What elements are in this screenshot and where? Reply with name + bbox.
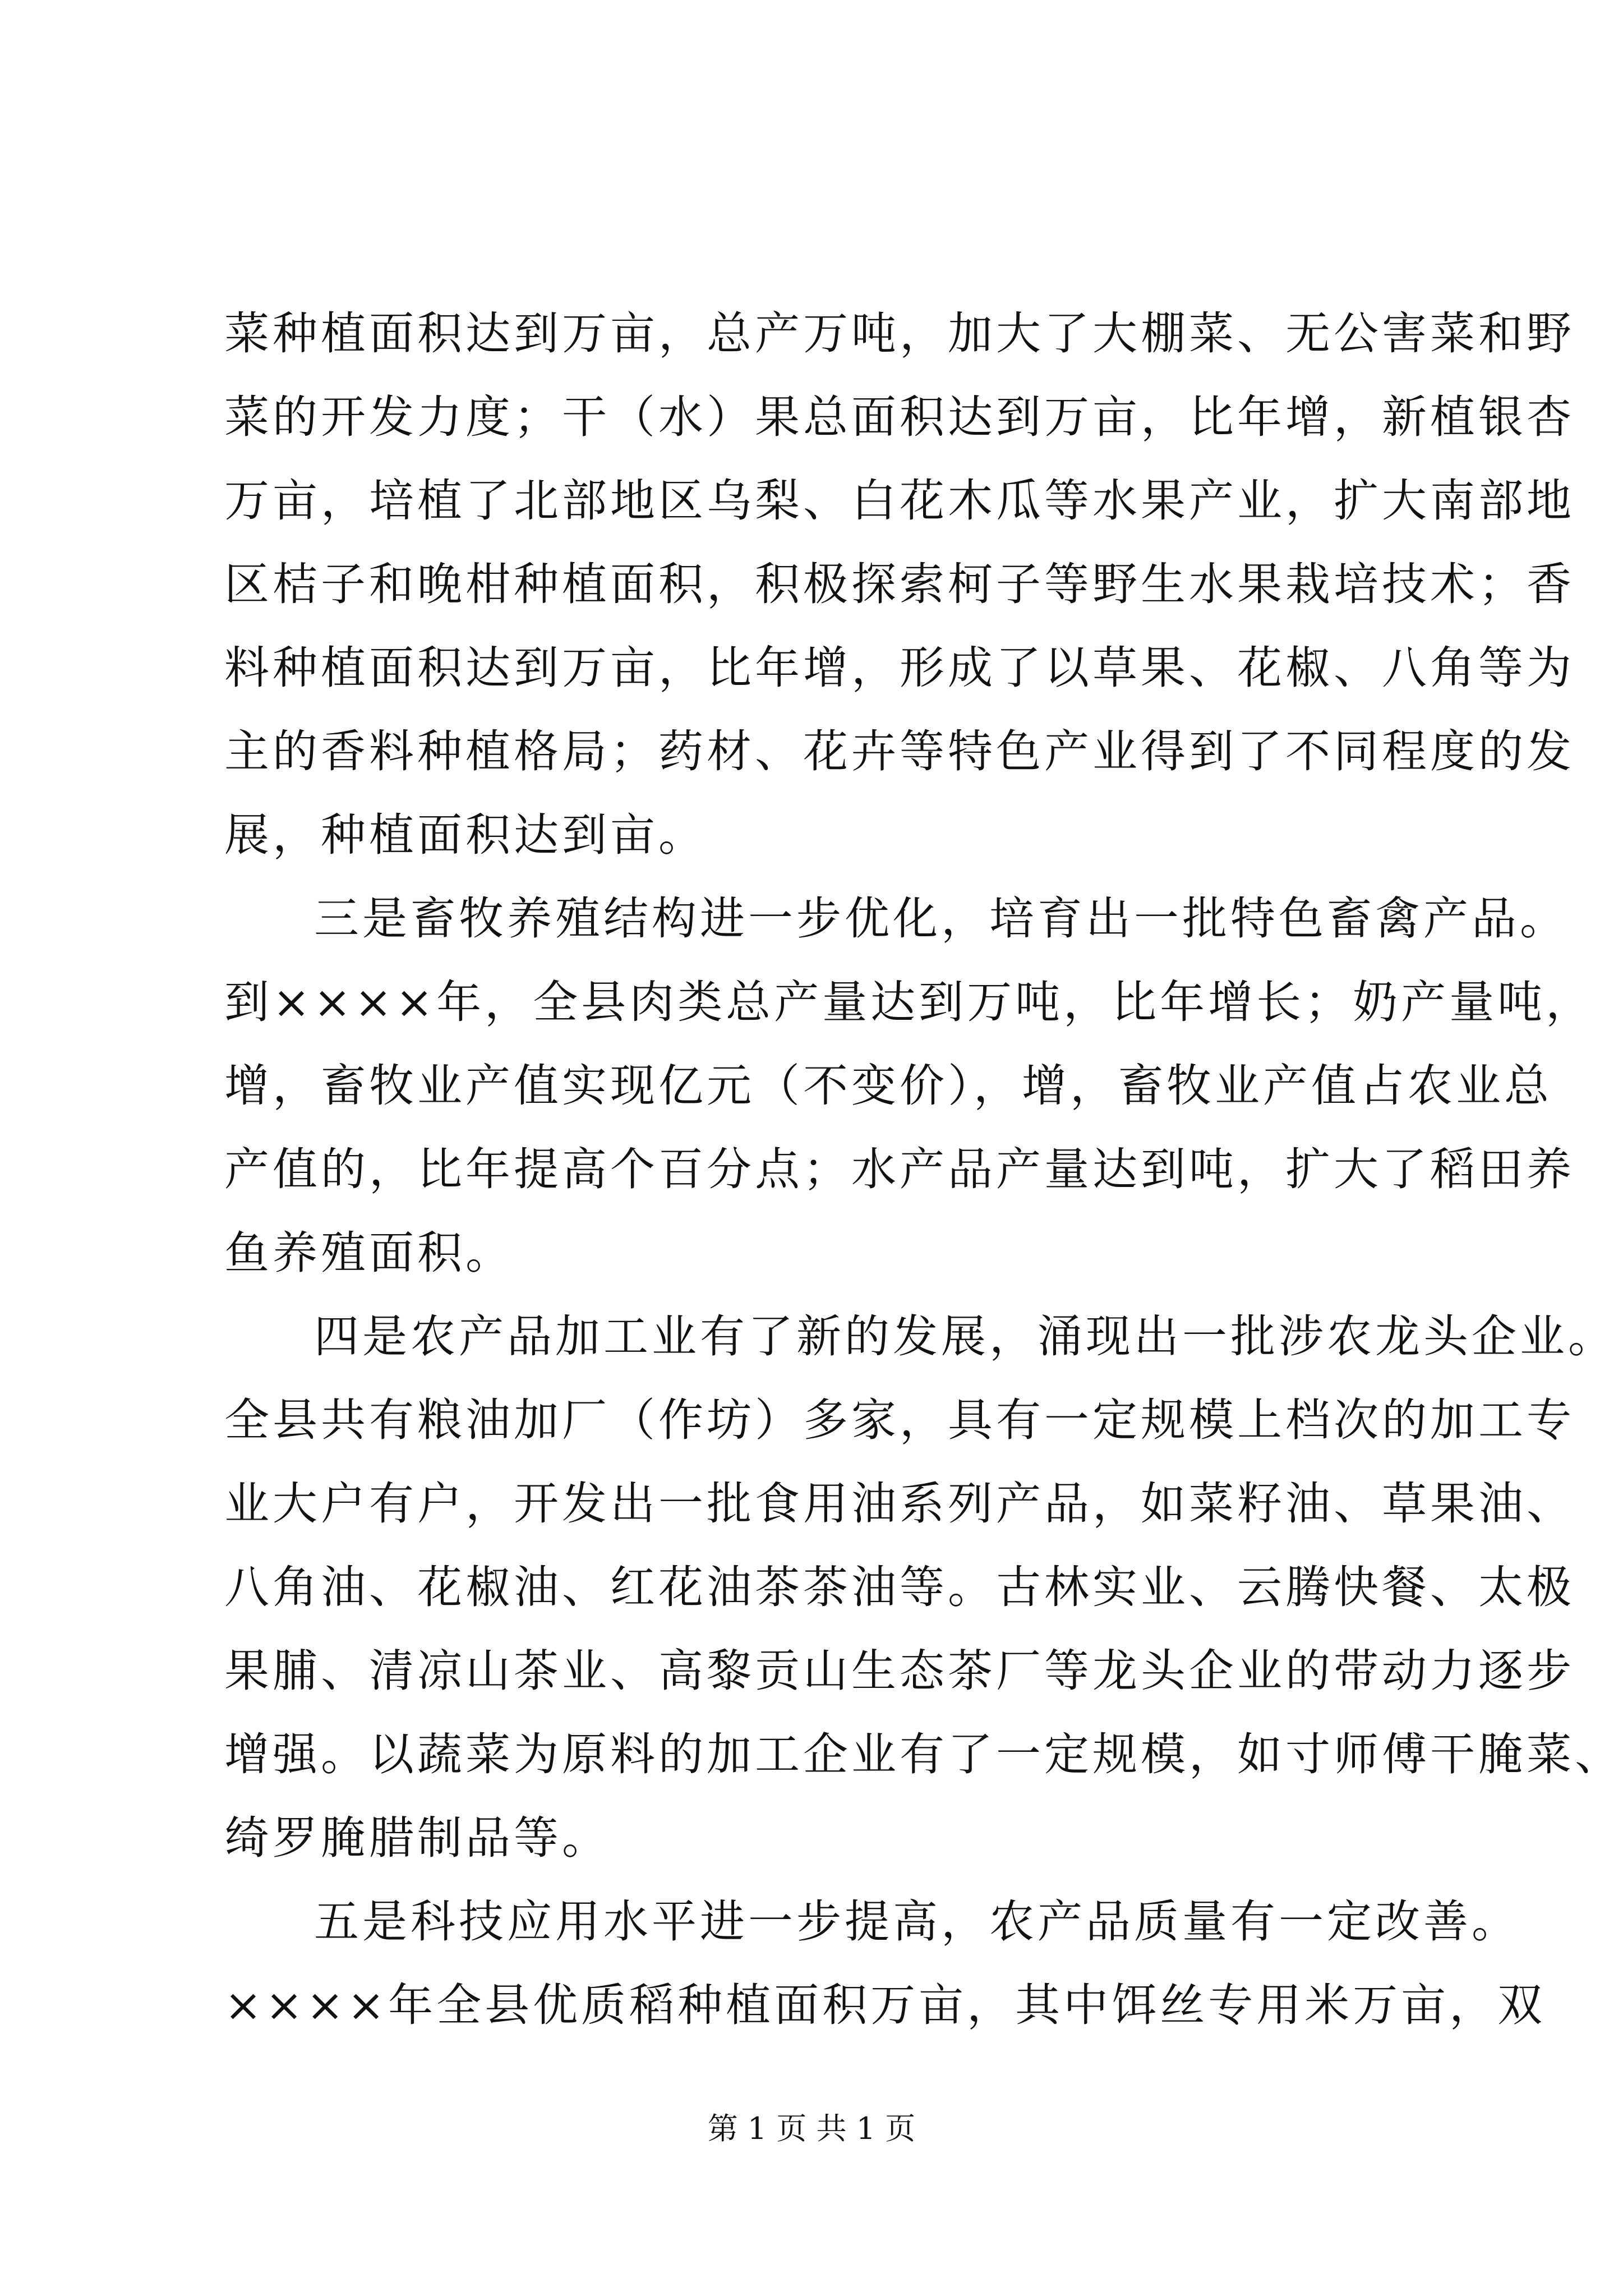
text-line: 主的香料种植格局；药材、花卉等特色产业得到了不同程度的发	[224, 725, 1575, 777]
text-line: 三是畜牧养殖结构进一步优化，培育出一批特色畜禽产品。	[314, 892, 1568, 945]
text-line: 展，种植面积达到亩。	[224, 809, 707, 861]
text-line: 果脯、清凉山茶业、高黎贡山生态茶厂等龙头企业的带动力逐步	[224, 1645, 1575, 1697]
text-line: 菜种植面积达到万亩，总产万吨，加大了大棚菜、无公害菜和野	[224, 307, 1575, 360]
text-line: 绮罗腌腊制品等。	[224, 1812, 610, 1864]
text-line: 菜的开发力度；干（水）果总面积达到万亩，比年增，新植银杏	[224, 391, 1575, 443]
paragraph-3	[224, 1295, 1623, 1880]
text-line: 鱼养殖面积。	[224, 1227, 514, 1279]
paragraph-4	[224, 1880, 1546, 2047]
text-line: 全县共有粮油加厂（作坊）多家，具有一定规模上档次的加工专	[224, 1394, 1575, 1446]
text-line: 产值的，比年提高个百分点；水产品产量达到吨，扩大了稻田养	[224, 1143, 1575, 1195]
document-body	[224, 292, 1623, 2047]
text-line: ××××年全县优质稻种植面积万亩，其中饵丝专用米万亩，双	[224, 1979, 1546, 2031]
text-line: 八角油、花椒油、红花油茶茶油等。古林实业、云腾快餐、太极	[224, 1561, 1575, 1613]
paragraph-1	[224, 292, 1575, 877]
page-number-label: 第 1 页 共 1 页	[707, 2111, 916, 2146]
text-line: 增强。以蔬菜为原料的加工企业有了一定规模，如寸师傅干腌菜、	[224, 1728, 1623, 1780]
page-footer	[0, 2109, 1623, 2148]
text-line: 业大户有户，开发出一批食用油系列产品，如菜籽油、草果油、	[224, 1478, 1575, 1530]
paragraph-2	[224, 877, 1594, 1295]
text-line: 区桔子和晚柑种植面积，积极探索柯子等野生水果栽培技术；香	[224, 558, 1575, 610]
text-line: 五是科技应用水平进一步提高，农产品质量有一定改善。	[314, 1895, 1520, 1948]
text-line: 料种植面积达到万亩，比年增，形成了以草果、花椒、八角等为	[224, 642, 1575, 694]
text-line: 增，畜牧业产值实现亿元（不变价），增，畜牧业产值占农业总	[224, 1060, 1552, 1112]
text-line: 万亩，培植了北部地区乌梨、白花木瓜等水果产业，扩大南部地	[224, 475, 1575, 527]
text-line: 四是农产品加工业有了新的发展，涌现出一批涉农龙头企业。	[314, 1310, 1616, 1363]
text-line: 到××××年，全县肉类总产量达到万吨，比年增长；奶产量吨，	[224, 976, 1594, 1028]
